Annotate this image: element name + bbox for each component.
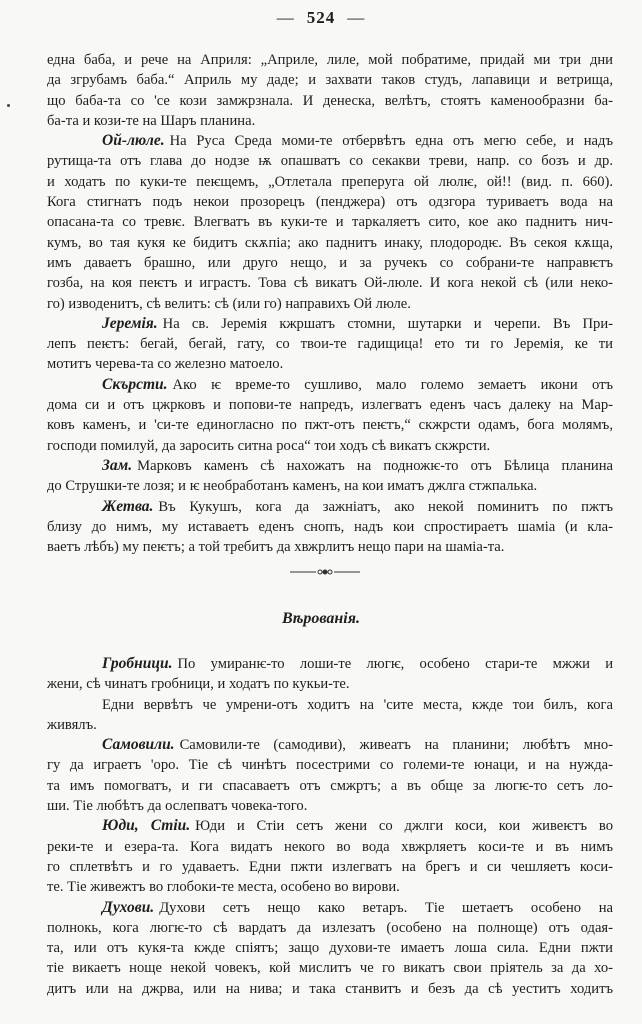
line-text: живялъ.: [47, 716, 97, 733]
text-line: [47, 91, 613, 111]
paragraph: [47, 314, 613, 375]
line-text: полнокь, кога люгѥ-то сѣ вардатъ да излезатъ (особено на полноще) отъ одая-: [47, 919, 613, 936]
text-line: [47, 212, 613, 232]
entry-heading: Зам.: [102, 456, 133, 474]
entry-heading: Ой-люле.: [102, 132, 165, 150]
line-text: една баба, и рече на Априля: „Априле, лиле, мой побратиме, придай ми три дни: [47, 52, 613, 68]
text-line: [47, 898, 613, 918]
line-text: тіе викаетъ ноще некой човекъ, кой мислитъ че го викатъ свои пріятель за да хо-: [47, 960, 613, 977]
text-line: [47, 695, 613, 715]
paragraph: [47, 654, 613, 695]
text-line: [47, 334, 613, 354]
text-line: [47, 415, 613, 435]
text-line: [47, 395, 613, 415]
entry-heading: Јеремія.: [102, 314, 158, 332]
paragraph: [47, 898, 613, 999]
page-number-dash-left: —: [276, 8, 295, 27]
paragraph: [47, 456, 613, 497]
line-text: Едни вервѣтъ че умрени-отъ ходитъ на 'сите места, кжде тои билъ, кога: [102, 696, 613, 713]
text-line: [47, 938, 613, 958]
text-line: [47, 857, 613, 877]
line-text: ба-та и кози-те на Шаръ планина.: [47, 112, 256, 129]
text-line: [47, 456, 613, 476]
line-text: Въ Кукушъ, кога да зажніатъ, ако некой поминитъ по пжтъ: [158, 498, 613, 515]
text-line: [47, 314, 613, 334]
line-text: да згрубамъ баба.“ Априль му даде; и захвати таков студъ, лапавици и ветрища,: [47, 72, 613, 89]
line-text: близу до нимъ, му иставаетъ еденъ снопъ, надъ кои спростираетъ шаміа (и кла-: [47, 518, 613, 535]
entry-heading: Духови.: [102, 898, 155, 916]
line-text: жени, сѣ чинатъ гробници, и ходатъ по кукьи-те.: [47, 676, 350, 693]
text-line: [47, 253, 613, 273]
line-text: те. Тіе живежтъ во глобоки-те места, особено во вирови.: [47, 879, 400, 896]
line-text: Юди и Стіи сетъ жени со джлги коси, кои живеѥтъ во: [195, 818, 613, 835]
line-text: реки-те и езера-та. Кога видатъ некого во вода хвжрляетъ коси-те и въ нимъ: [47, 838, 613, 855]
text-line: [47, 715, 613, 735]
line-text: гозба, на коя пеѥтъ и играстъ. Това сѣ викатъ Ой-люле. И кога некой сѣ (или неко-: [47, 275, 613, 292]
text-line: [47, 192, 613, 212]
page-number-value: 524: [306, 8, 336, 27]
text-block-top: [47, 50, 613, 557]
line-text: Духови сетъ нещо како ветаръ. Тіе шетаетъ особено на: [159, 899, 613, 916]
paragraph: [47, 695, 613, 736]
line-text: та имъ помогватъ, и ги спасаваетъ отъ смжртъ; а въ обще за люгѥ-то сетъ ло-: [47, 777, 613, 794]
line-text: Самовили-те (самодиви), живеатъ на планини; любѣтъ мно-: [179, 737, 613, 754]
text-block-bottom: [47, 654, 613, 999]
line-text: до Струшки-те лозя; и ѥ необработанъ каменъ, на кои иматъ джлга стжпалька.: [47, 478, 538, 495]
line-text: По умиранѥ-то лоши-те люгѥ, особено стари-те мжжи и: [177, 656, 613, 672]
section-divider-ornament: [290, 566, 360, 578]
text-line: [47, 796, 613, 816]
scan-speck: [7, 104, 10, 107]
line-text: ши. Тіе любѣтъ да ослепватъ човека-того.: [47, 798, 308, 815]
text-line: [47, 131, 613, 151]
text-line: [47, 537, 613, 557]
text-line: [47, 755, 613, 775]
paragraph: [47, 497, 613, 558]
paragraph: [47, 375, 613, 456]
text-line: [47, 517, 613, 537]
paragraph: [47, 50, 613, 131]
line-text: опасана-та со тревѥ. Влегватъ въ куки-те и таркаляетъ сито, кое ако паднитъ нич-: [47, 214, 613, 231]
text-line: [47, 375, 613, 395]
section-title: Вѣрованія.: [282, 610, 360, 627]
line-text: имъ даваетъ брашно, или друго нещо, и за ручекъ со собрани-те направѥтъ: [47, 254, 613, 271]
text-line: [47, 50, 613, 70]
text-line: [47, 151, 613, 171]
text-line: [47, 877, 613, 897]
text-line: [47, 70, 613, 90]
line-text: дома си и отъ цжрковъ и попови-те напредъ, излегватъ еденъ часъ далеку на Мар-: [47, 397, 613, 414]
text-line: [47, 735, 613, 755]
line-text: Марковъ каменъ сѣ нахожатъ на подножѥ-то отъ Бѣлица планина: [137, 457, 613, 474]
entry-heading: Гробници.: [102, 655, 173, 672]
entry-heading: Юди, Стіи.: [102, 817, 191, 835]
line-text: та, или отъ кукя-та кжде спіятъ; защо духови-те имаетъ лоша сила. Едни пжти: [47, 940, 613, 957]
text-line: [47, 918, 613, 938]
line-text: и ходатъ по куки-те пеѥщемъ, „Отлетала преперуга ой люлѥ, ой!! (вид. п. 660).: [47, 173, 613, 190]
text-line: [47, 497, 613, 517]
text-line: [47, 476, 613, 496]
line-text: На Руса Среда моми-те отбервѣтъ една отъ мегю себе, и надъ: [169, 133, 613, 150]
line-text: дитъ или на джрва, или на нива; и така станвитъ и безъ да сѣ уеститъ ходитъ: [47, 980, 613, 997]
text-line: [47, 958, 613, 978]
text-line: [47, 294, 613, 314]
entry-heading: Скърсти.: [102, 375, 168, 393]
text-line: [47, 172, 613, 192]
line-text: ковъ каменъ, и 'си-те единогласно по пжт-отъ пеѥтъ,“ скжрсти одамъ, бога молямъ,: [47, 417, 613, 434]
text-line: [47, 776, 613, 796]
line-text: На св. Јеремія кжршатъ стомни, шутарки и черепи. Въ При-: [162, 315, 613, 332]
text-line: [47, 354, 613, 374]
page-number-dash-right: —: [347, 8, 366, 27]
text-line: [47, 816, 613, 836]
line-text: що баба-та со 'се кози замжрзнала. И денеска, велѣтъ, стоятъ каменообразни ба-: [47, 92, 613, 109]
text-line: [47, 837, 613, 857]
line-text: господи помилуй, да заросить ситна роса“ тои ходъ сѣ викатъ скжрсти.: [47, 437, 491, 454]
text-line: [47, 674, 613, 694]
text-line: [47, 111, 613, 131]
entry-heading: Самовили.: [102, 736, 175, 754]
line-text: мотитъ черева-та со железно матоело.: [47, 356, 284, 373]
text-line: [47, 654, 613, 674]
text-line: [47, 273, 613, 293]
line-text: Кога стигнатъ подъ некои прозорецъ (пенджера) отъ одзгора туриваетъ вода на: [47, 194, 613, 211]
page-number: [0, 8, 642, 28]
text-line: [47, 979, 613, 999]
text-line: [47, 436, 613, 456]
line-text: го сплетвѣтъ и го удаваетъ. Едни пжти излегватъ на брегъ и си чешляетъ коси-: [47, 858, 613, 875]
paragraph: [47, 735, 613, 816]
line-text: лепъ пеѥтъ: бегай, бегай, гату, со твои-те гадищица! ето ти го Јеремія, ке ти: [47, 336, 613, 353]
line-text: гу да играетъ 'оро. Тіе сѣ чинѣтъ посестрими со големи-те юнаци, и на нужда-: [47, 757, 613, 774]
line-text: Ако ѥ време-то сушливо, мало големо земаетъ икони отъ: [172, 376, 613, 393]
line-text: рутища-та отъ глава до нодзе ѭ опашватъ со секакви треви, напр. со бозъ и др.: [47, 153, 613, 170]
text-line: [47, 233, 613, 253]
paragraph: [47, 816, 613, 897]
line-text: го) изводенитъ, сѣ велитъ: сѣ (или го) направихъ Ой люле.: [47, 295, 411, 312]
entry-heading: Жетва.: [102, 497, 154, 515]
line-text: кумъ, во тая кукя ке бидитъ скѫпіа; ако паднитъ инаку, плодородѥ. Въ секоя кѫща,: [47, 234, 613, 251]
line-text: ваетъ лѣбъ) му пеѥтъ; а той требитъ да хвжрлитъ нещо пари на шаміа-та.: [47, 539, 505, 556]
paragraph: [47, 131, 613, 314]
